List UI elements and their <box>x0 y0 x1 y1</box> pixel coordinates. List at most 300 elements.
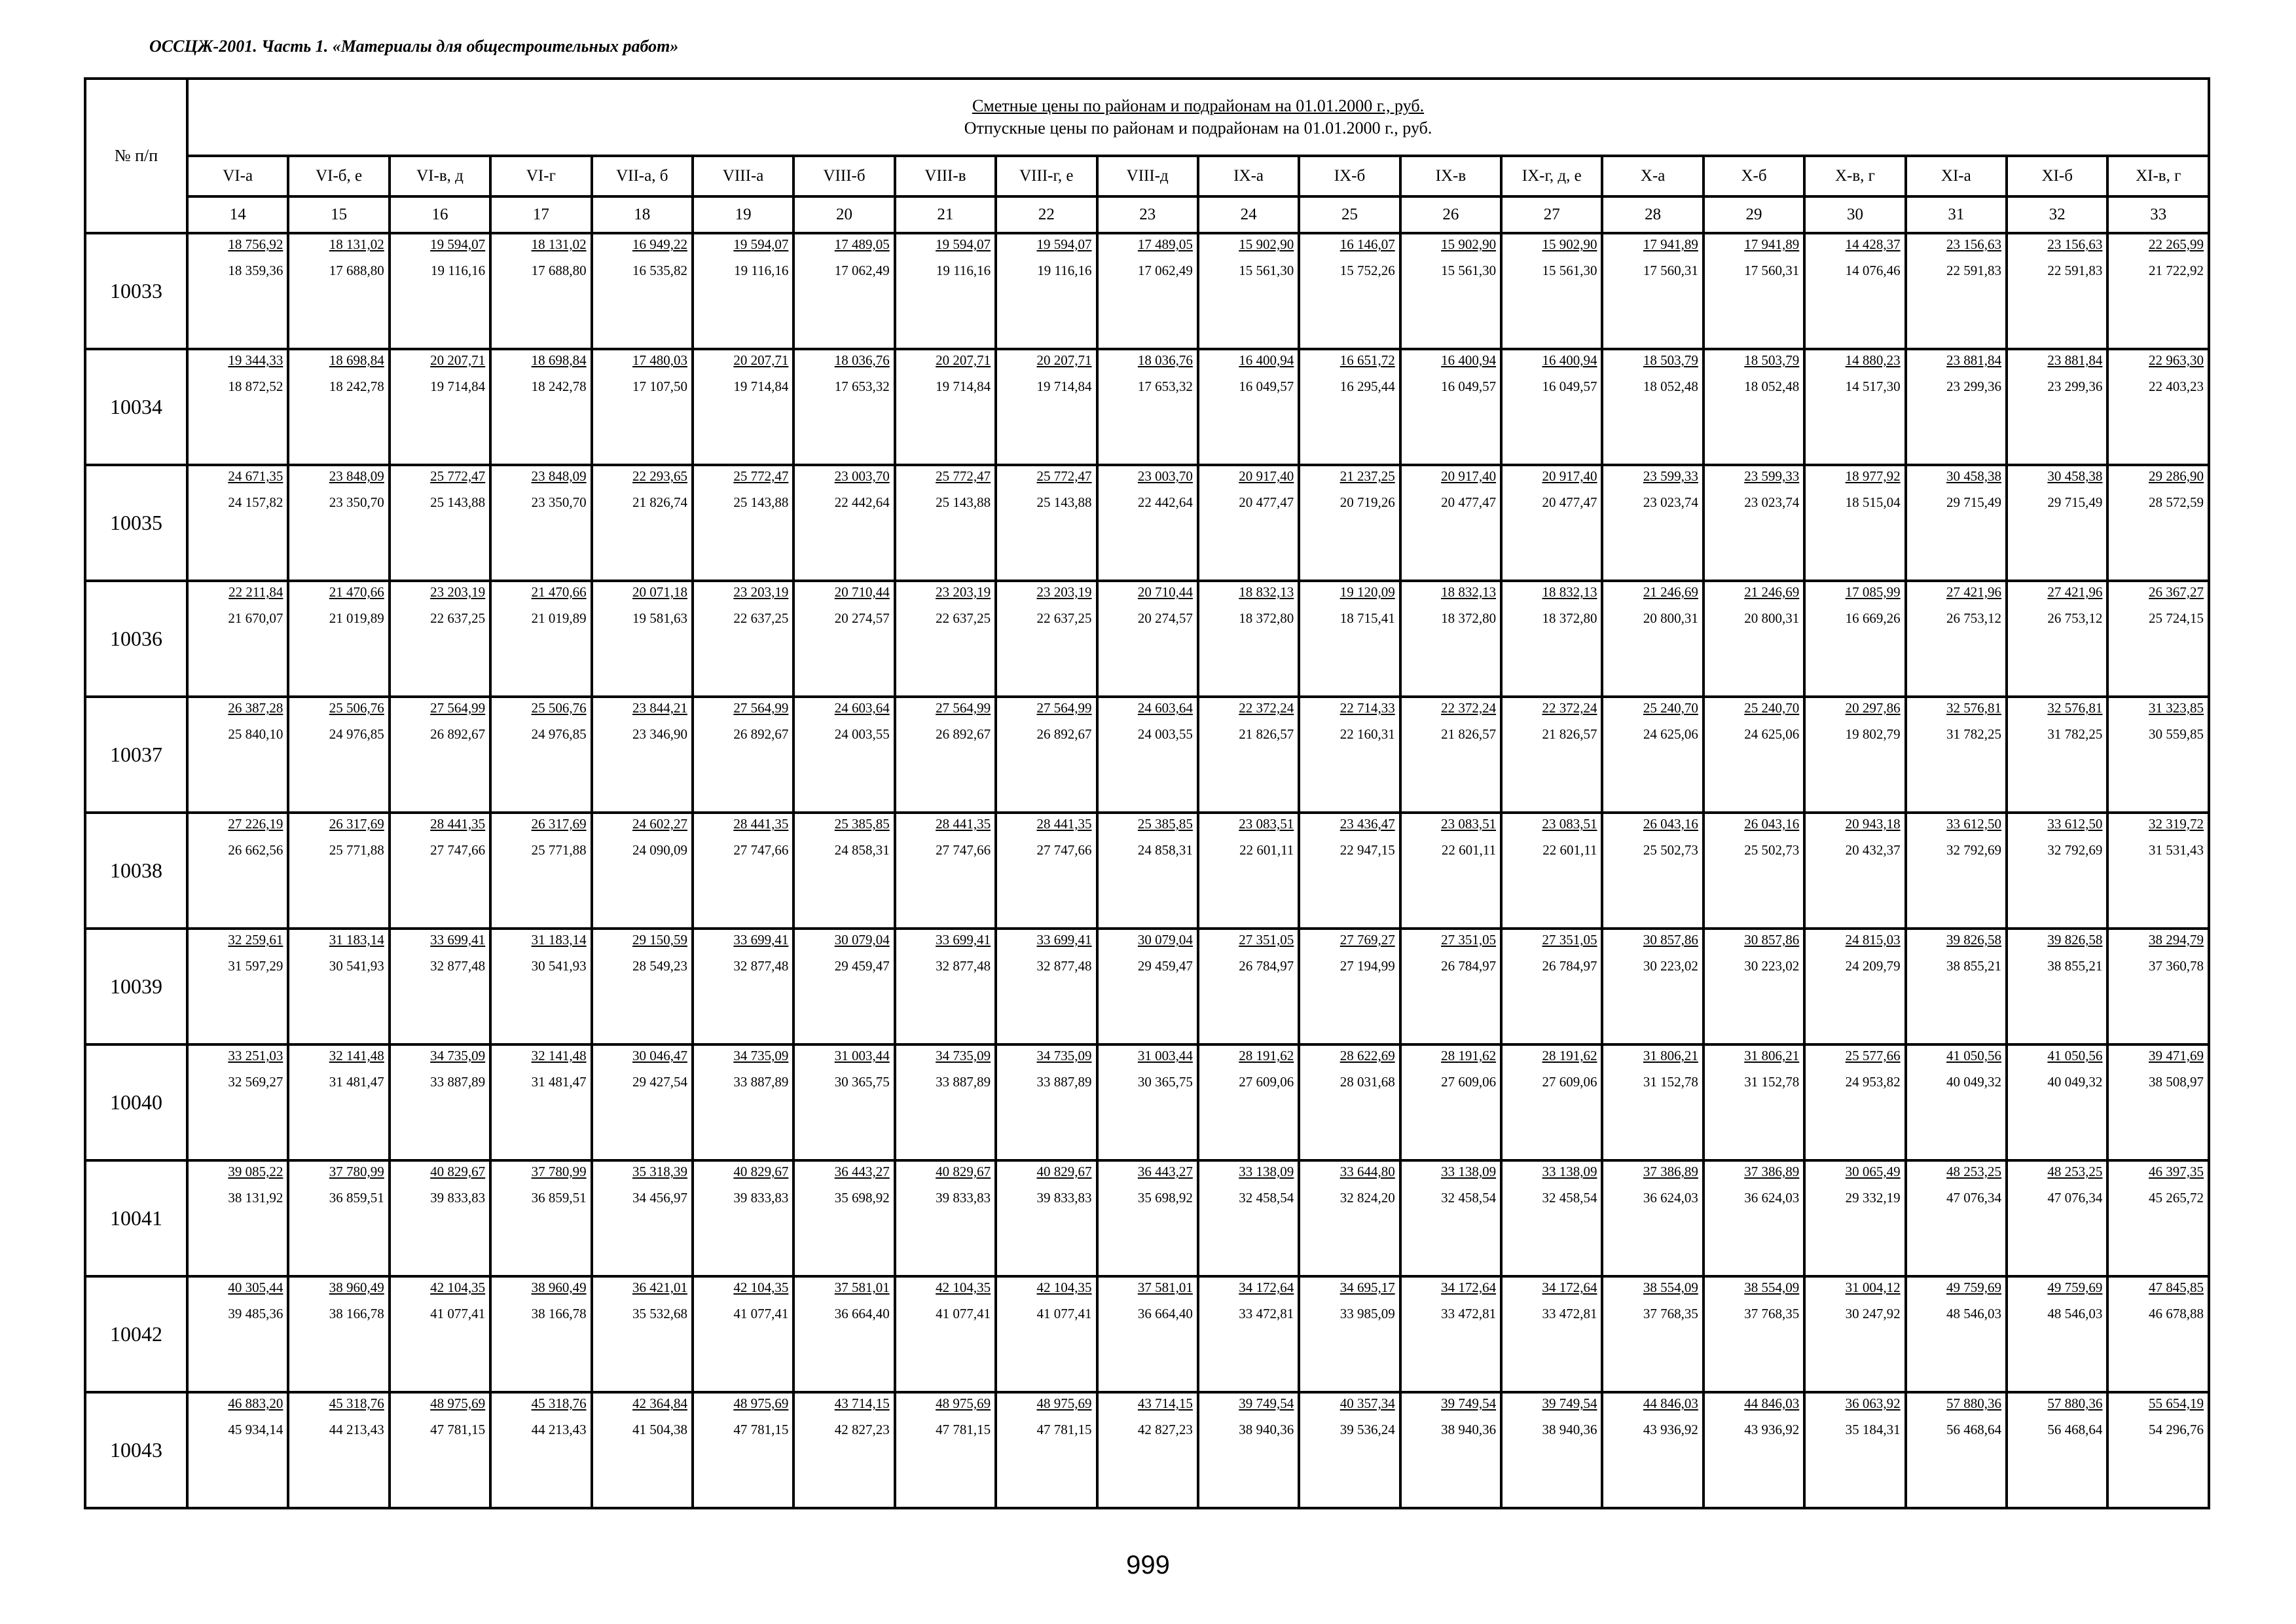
estimate-price: 37 386,89 <box>1744 1164 1800 1179</box>
estimate-price: 37 780,99 <box>329 1164 384 1179</box>
estimate-price: 27 564,99 <box>430 700 486 716</box>
release-price: 46 678,88 <box>2149 1306 2204 1321</box>
estimate-price: 28 191,62 <box>1441 1048 1497 1063</box>
estimate-price: 20 710,44 <box>1137 584 1193 600</box>
release-price: 25 771,88 <box>531 842 587 858</box>
column-number: 16 <box>390 196 490 233</box>
release-price: 22 947,15 <box>1339 842 1395 858</box>
price-cell <box>1299 1276 1400 1392</box>
release-price: 26 892,67 <box>1036 726 1092 742</box>
estimate-price: 36 063,92 <box>1845 1395 1901 1411</box>
estimate-price: 17 085,99 <box>1845 584 1901 600</box>
price-cell <box>390 1392 490 1508</box>
price-cell <box>996 697 1097 813</box>
price-cell <box>1804 233 1905 349</box>
release-price: 34 456,97 <box>632 1190 687 1206</box>
estimate-price: 18 832,13 <box>1441 584 1497 600</box>
estimate-price: 41 050,56 <box>1946 1048 2002 1063</box>
price-cell <box>1400 929 1501 1044</box>
release-price: 38 131,92 <box>228 1190 283 1206</box>
price-cell <box>1198 697 1299 813</box>
price-cell <box>1704 581 1804 697</box>
estimate-price: 22 265,99 <box>2149 236 2204 252</box>
estimate-price: 42 104,35 <box>936 1280 991 1295</box>
estimate-price: 25 385,85 <box>1137 816 1193 832</box>
price-cell <box>390 349 490 465</box>
estimate-price: 32 576,81 <box>1946 700 2002 716</box>
estimate-price: 37 581,01 <box>834 1280 890 1295</box>
price-cell <box>592 697 693 813</box>
release-price: 19 116,16 <box>936 263 991 278</box>
price-cell <box>1501 929 1602 1044</box>
release-price: 30 365,75 <box>834 1074 890 1090</box>
price-cell <box>592 233 693 349</box>
estimate-price: 27 351,05 <box>1239 932 1294 948</box>
release-price: 27 194,99 <box>1339 958 1395 974</box>
row-code: 10035 <box>85 465 187 581</box>
release-price: 41 504,38 <box>632 1422 687 1437</box>
estimate-price: 23 203,19 <box>733 584 789 600</box>
release-price: 17 062,49 <box>834 263 890 278</box>
estimate-price: 27 226,19 <box>228 816 283 832</box>
estimate-price: 22 372,24 <box>1239 700 1294 716</box>
estimate-price: 38 960,49 <box>531 1280 587 1295</box>
estimate-price: 42 104,35 <box>733 1280 789 1295</box>
price-cell <box>187 349 288 465</box>
price-cell <box>490 233 591 349</box>
release-price: 38 166,78 <box>329 1306 384 1321</box>
estimate-price: 40 829,67 <box>430 1164 486 1179</box>
price-cell <box>1602 1276 1703 1392</box>
column-number: 21 <box>895 196 996 233</box>
estimate-price: 40 357,34 <box>1339 1395 1395 1411</box>
release-price: 38 940,36 <box>1542 1422 1597 1437</box>
estimate-price: 23 436,47 <box>1339 816 1395 832</box>
price-cell <box>1299 929 1400 1044</box>
price-cell <box>2107 581 2209 697</box>
estimate-price: 19 594,07 <box>733 236 789 252</box>
price-cell <box>1198 349 1299 465</box>
price-cell <box>490 581 591 697</box>
estimate-price: 49 759,69 <box>2047 1280 2103 1295</box>
price-cell <box>2007 1392 2107 1508</box>
price-cell <box>1804 1276 1905 1392</box>
price-cell <box>1299 465 1400 581</box>
release-price: 40 049,32 <box>2047 1074 2103 1090</box>
table-title <box>187 79 2209 156</box>
price-cell <box>490 1160 591 1276</box>
estimate-price: 25 772,47 <box>936 468 991 484</box>
row-code: 10043 <box>85 1392 187 1508</box>
price-cell <box>1400 581 1501 697</box>
release-price: 26 662,56 <box>228 842 283 858</box>
estimate-price: 36 443,27 <box>834 1164 890 1179</box>
release-price: 31 152,78 <box>1744 1074 1800 1090</box>
region-header: VII-а, б <box>592 156 693 196</box>
price-cell <box>2007 465 2107 581</box>
estimate-price: 23 003,70 <box>1137 468 1193 484</box>
estimate-price: 28 441,35 <box>936 816 991 832</box>
price-cell <box>1804 813 1905 929</box>
estimate-price: 46 883,20 <box>228 1395 283 1411</box>
release-price: 14 517,30 <box>1845 378 1901 394</box>
estimate-price: 17 941,89 <box>1744 236 1800 252</box>
price-cell <box>390 1044 490 1160</box>
release-price: 39 833,83 <box>936 1190 991 1206</box>
price-cell <box>1906 813 2007 929</box>
price-cell <box>288 581 389 697</box>
price-cell <box>1097 1392 1198 1508</box>
estimate-price: 34 735,09 <box>1036 1048 1092 1063</box>
release-price: 21 019,89 <box>329 610 384 626</box>
price-cell <box>1097 1044 1198 1160</box>
estimate-price: 30 079,04 <box>1137 932 1193 948</box>
estimate-price: 23 003,70 <box>834 468 890 484</box>
region-header: XI-б <box>2007 156 2107 196</box>
release-price: 21 826,74 <box>632 494 687 510</box>
price-cell <box>693 1044 793 1160</box>
price-cell <box>895 1044 996 1160</box>
release-price: 15 561,30 <box>1239 263 1294 278</box>
region-header: X-б <box>1704 156 1804 196</box>
price-cell <box>1906 929 2007 1044</box>
price-cell <box>1906 349 2007 465</box>
region-header: VIII-в <box>895 156 996 196</box>
release-price: 22 591,83 <box>2047 263 2103 278</box>
price-cell <box>187 697 288 813</box>
release-price: 47 781,15 <box>430 1422 486 1437</box>
price-cell <box>1602 581 1703 697</box>
estimate-price: 30 458,38 <box>2047 468 2103 484</box>
estimate-price: 31 183,14 <box>329 932 384 948</box>
column-number: 22 <box>996 196 1097 233</box>
estimate-price: 23 848,09 <box>531 468 587 484</box>
price-cell <box>390 1160 490 1276</box>
estimate-price: 48 975,69 <box>1036 1395 1092 1411</box>
price-cell <box>996 1160 1097 1276</box>
release-price: 25 143,88 <box>733 494 789 510</box>
release-price: 16 049,57 <box>1239 378 1294 394</box>
release-price: 19 714,84 <box>430 378 486 394</box>
release-price: 29 459,47 <box>1137 958 1193 974</box>
price-cell <box>288 1160 389 1276</box>
release-price: 41 077,41 <box>430 1306 486 1321</box>
estimate-price: 27 564,99 <box>1036 700 1092 716</box>
estimate-price: 17 489,05 <box>1137 236 1193 252</box>
estimate-price: 33 251,03 <box>228 1048 283 1063</box>
release-price: 41 077,41 <box>733 1306 789 1321</box>
estimate-price: 30 046,47 <box>632 1048 687 1063</box>
estimate-price: 33 138,09 <box>1441 1164 1497 1179</box>
estimate-price: 19 594,07 <box>430 236 486 252</box>
estimate-price: 43 714,15 <box>834 1395 890 1411</box>
price-cell <box>1602 465 1703 581</box>
estimate-price: 15 902,90 <box>1239 236 1294 252</box>
price-cell <box>1704 1392 1804 1508</box>
document-header: ОССЦЖ-2001. Часть 1. «Материалы для общестроительных работ» <box>149 37 679 56</box>
estimate-price: 42 104,35 <box>1036 1280 1092 1295</box>
price-cell <box>1400 813 1501 929</box>
column-number: 17 <box>490 196 591 233</box>
price-cell <box>288 1276 389 1392</box>
release-price: 29 459,47 <box>834 958 890 974</box>
estimate-price: 32 259,61 <box>228 932 283 948</box>
price-cell <box>592 813 693 929</box>
release-price: 26 892,67 <box>733 726 789 742</box>
page-number: 999 <box>1126 1551 1170 1579</box>
estimate-price: 22 372,24 <box>1542 700 1597 716</box>
estimate-price: 43 714,15 <box>1137 1395 1193 1411</box>
table-row <box>85 1160 2209 1276</box>
price-cell <box>1804 1044 1905 1160</box>
release-price: 21 019,89 <box>531 610 587 626</box>
price-cell <box>693 465 793 581</box>
release-price: 25 502,73 <box>1744 842 1800 858</box>
price-cell <box>390 581 490 697</box>
estimate-price: 45 318,76 <box>329 1395 384 1411</box>
estimate-price: 26 043,16 <box>1744 816 1800 832</box>
release-price: 35 698,92 <box>834 1190 890 1206</box>
price-cell <box>1906 697 2007 813</box>
price-cell <box>490 813 591 929</box>
price-cell <box>390 929 490 1044</box>
release-price: 42 827,23 <box>834 1422 890 1437</box>
price-cell <box>2107 1392 2209 1508</box>
price-cell <box>490 465 591 581</box>
estimate-price: 30 065,49 <box>1845 1164 1901 1179</box>
release-price: 27 609,06 <box>1542 1074 1597 1090</box>
price-cell <box>895 233 996 349</box>
price-cell <box>1097 465 1198 581</box>
estimate-price: 19 344,33 <box>228 352 283 368</box>
price-cell <box>390 697 490 813</box>
price-cell <box>1400 1392 1501 1508</box>
estimate-price: 31 003,44 <box>1137 1048 1193 1063</box>
price-cell <box>1804 929 1905 1044</box>
price-cell <box>490 929 591 1044</box>
release-price: 23 023,74 <box>1744 494 1800 510</box>
row-code: 10041 <box>85 1160 187 1276</box>
release-price: 29 715,49 <box>1946 494 2002 510</box>
estimate-price: 18 503,79 <box>1744 352 1800 368</box>
estimate-price: 26 043,16 <box>1643 816 1698 832</box>
price-cell <box>1602 1160 1703 1276</box>
estimate-price: 28 191,62 <box>1239 1048 1294 1063</box>
estimate-price: 36 443,27 <box>1137 1164 1193 1179</box>
release-price: 36 664,40 <box>834 1306 890 1321</box>
release-price: 15 561,30 <box>1542 263 1597 278</box>
price-cell <box>895 349 996 465</box>
release-price: 33 472,81 <box>1542 1306 1597 1321</box>
release-price: 31 782,25 <box>1946 726 2002 742</box>
price-cell <box>1400 1160 1501 1276</box>
release-price: 23 346,90 <box>632 726 687 742</box>
estimate-price: 25 240,70 <box>1643 700 1698 716</box>
estimate-price: 21 246,69 <box>1643 584 1698 600</box>
price-cell <box>2107 697 2209 813</box>
estimate-price: 39 085,22 <box>228 1164 283 1179</box>
release-price: 26 784,97 <box>1542 958 1597 974</box>
release-price: 32 877,48 <box>1036 958 1092 974</box>
estimate-price: 22 714,33 <box>1339 700 1395 716</box>
estimate-price: 30 857,86 <box>1643 932 1698 948</box>
price-cell <box>592 465 693 581</box>
price-cell <box>1299 1392 1400 1508</box>
estimate-price: 15 902,90 <box>1441 236 1497 252</box>
price-cell <box>1097 929 1198 1044</box>
price-cell <box>1501 1044 1602 1160</box>
release-price: 47 076,34 <box>2047 1190 2103 1206</box>
release-price: 33 887,89 <box>936 1074 991 1090</box>
release-price: 24 090,09 <box>632 842 687 858</box>
estimate-price: 16 146,07 <box>1339 236 1395 252</box>
estimate-price: 25 385,85 <box>834 816 890 832</box>
price-cell <box>693 1160 793 1276</box>
estimate-price: 39 749,54 <box>1239 1395 1294 1411</box>
release-price: 30 365,75 <box>1137 1074 1193 1090</box>
price-cell <box>490 1044 591 1160</box>
estimate-price: 33 699,41 <box>936 932 991 948</box>
release-price: 30 223,02 <box>1643 958 1698 974</box>
row-code: 10033 <box>85 233 187 349</box>
release-price: 15 752,26 <box>1339 263 1395 278</box>
price-cell <box>895 813 996 929</box>
release-price-title: Отпускные цены по районам и подрайонам на 01.01.2000 г., руб. <box>964 119 1432 138</box>
price-cell <box>1198 1044 1299 1160</box>
estimate-price: 42 104,35 <box>430 1280 486 1295</box>
estimate-price: 23 083,51 <box>1542 816 1597 832</box>
price-cell <box>1400 465 1501 581</box>
release-price: 37 360,78 <box>2149 958 2204 974</box>
price-cell <box>1097 697 1198 813</box>
estimate-price: 38 960,49 <box>329 1280 384 1295</box>
price-cell <box>2007 1276 2107 1392</box>
release-price: 32 792,69 <box>2047 842 2103 858</box>
price-cell <box>1804 1392 1905 1508</box>
release-price: 31 481,47 <box>329 1074 384 1090</box>
estimate-price: 30 079,04 <box>834 932 890 948</box>
price-cell <box>1704 1160 1804 1276</box>
release-price: 54 296,76 <box>2149 1422 2204 1437</box>
release-price: 26 753,12 <box>2047 610 2103 626</box>
release-price: 39 536,24 <box>1339 1422 1395 1437</box>
table-row <box>85 697 2209 813</box>
release-price: 39 485,36 <box>228 1306 283 1321</box>
price-cell <box>1501 813 1602 929</box>
estimate-price: 27 769,27 <box>1339 932 1395 948</box>
row-code: 10034 <box>85 349 187 465</box>
price-cell <box>1704 929 1804 1044</box>
release-price: 20 719,26 <box>1339 494 1395 510</box>
price-cell <box>2107 233 2209 349</box>
table-row <box>85 1392 2209 1508</box>
price-cell <box>1501 233 1602 349</box>
price-cell <box>288 349 389 465</box>
estimate-price: 23 844,21 <box>632 700 687 716</box>
release-price: 38 855,21 <box>1946 958 2002 974</box>
release-price: 23 350,70 <box>531 494 587 510</box>
price-cell <box>1400 349 1501 465</box>
estimate-price: 34 735,09 <box>936 1048 991 1063</box>
column-number: 27 <box>1501 196 1602 233</box>
price-cell <box>288 1044 389 1160</box>
release-price: 19 714,84 <box>936 378 991 394</box>
estimate-price: 39 471,69 <box>2149 1048 2204 1063</box>
price-cell <box>1804 1160 1905 1276</box>
price-cell <box>490 697 591 813</box>
column-number: 20 <box>793 196 894 233</box>
estimate-price: 33 699,41 <box>430 932 486 948</box>
release-price: 33 472,81 <box>1239 1306 1294 1321</box>
column-number: 28 <box>1602 196 1703 233</box>
release-price: 24 858,31 <box>834 842 890 858</box>
estimate-price: 48 975,69 <box>430 1395 486 1411</box>
price-cell <box>1198 929 1299 1044</box>
release-price: 28 549,23 <box>632 958 687 974</box>
estimate-price: 20 207,71 <box>1036 352 1092 368</box>
release-price: 25 502,73 <box>1643 842 1698 858</box>
release-price: 18 052,48 <box>1643 378 1698 394</box>
price-cell <box>793 1392 894 1508</box>
price-cell <box>2007 1044 2107 1160</box>
release-price: 23 299,36 <box>2047 378 2103 394</box>
region-header: VI-в, д <box>390 156 490 196</box>
price-cell <box>1704 233 1804 349</box>
price-cell <box>693 813 793 929</box>
release-price: 31 152,78 <box>1643 1074 1698 1090</box>
estimate-price: 42 364,84 <box>632 1395 687 1411</box>
estimate-price: 33 612,50 <box>2047 816 2103 832</box>
release-price: 32 458,54 <box>1542 1190 1597 1206</box>
price-cell <box>1198 465 1299 581</box>
release-price: 16 049,57 <box>1441 378 1497 394</box>
region-header: X-в, г <box>1804 156 1905 196</box>
estimate-price: 24 671,35 <box>228 468 283 484</box>
estimate-price: 18 756,92 <box>228 236 283 252</box>
estimate-price: 19 120,09 <box>1339 584 1395 600</box>
release-price: 30 247,92 <box>1845 1306 1901 1321</box>
release-price: 43 936,92 <box>1643 1422 1698 1437</box>
release-price: 39 833,83 <box>1036 1190 1092 1206</box>
estimate-price: 48 975,69 <box>936 1395 991 1411</box>
estimate-price: 25 240,70 <box>1744 700 1800 716</box>
release-price: 25 724,15 <box>2149 610 2204 626</box>
price-cell <box>1602 1392 1703 1508</box>
price-cell <box>895 1160 996 1276</box>
release-price: 22 442,64 <box>1137 494 1193 510</box>
estimate-price: 25 772,47 <box>1036 468 1092 484</box>
release-price: 21 826,57 <box>1542 726 1597 742</box>
estimate-price: 18 503,79 <box>1643 352 1698 368</box>
estimate-price: 16 651,72 <box>1339 352 1395 368</box>
estimate-price: 32 576,81 <box>2047 700 2103 716</box>
table-title-row <box>85 79 2209 156</box>
estimate-price: 31 183,14 <box>531 932 587 948</box>
estimate-price: 39 826,58 <box>2047 932 2103 948</box>
estimate-price: 14 880,23 <box>1845 352 1901 368</box>
price-cell <box>1804 581 1905 697</box>
estimate-price: 33 138,09 <box>1239 1164 1294 1179</box>
estimate-price: 33 612,50 <box>1946 816 2002 832</box>
release-price: 20 800,31 <box>1643 610 1698 626</box>
release-price: 19 802,79 <box>1845 726 1901 742</box>
estimate-price: 34 172,64 <box>1441 1280 1497 1295</box>
price-cell <box>187 1044 288 1160</box>
price-cell <box>693 349 793 465</box>
estimate-price: 30 458,38 <box>1946 468 2002 484</box>
release-price: 32 458,54 <box>1441 1190 1497 1206</box>
release-price: 20 477,47 <box>1441 494 1497 510</box>
